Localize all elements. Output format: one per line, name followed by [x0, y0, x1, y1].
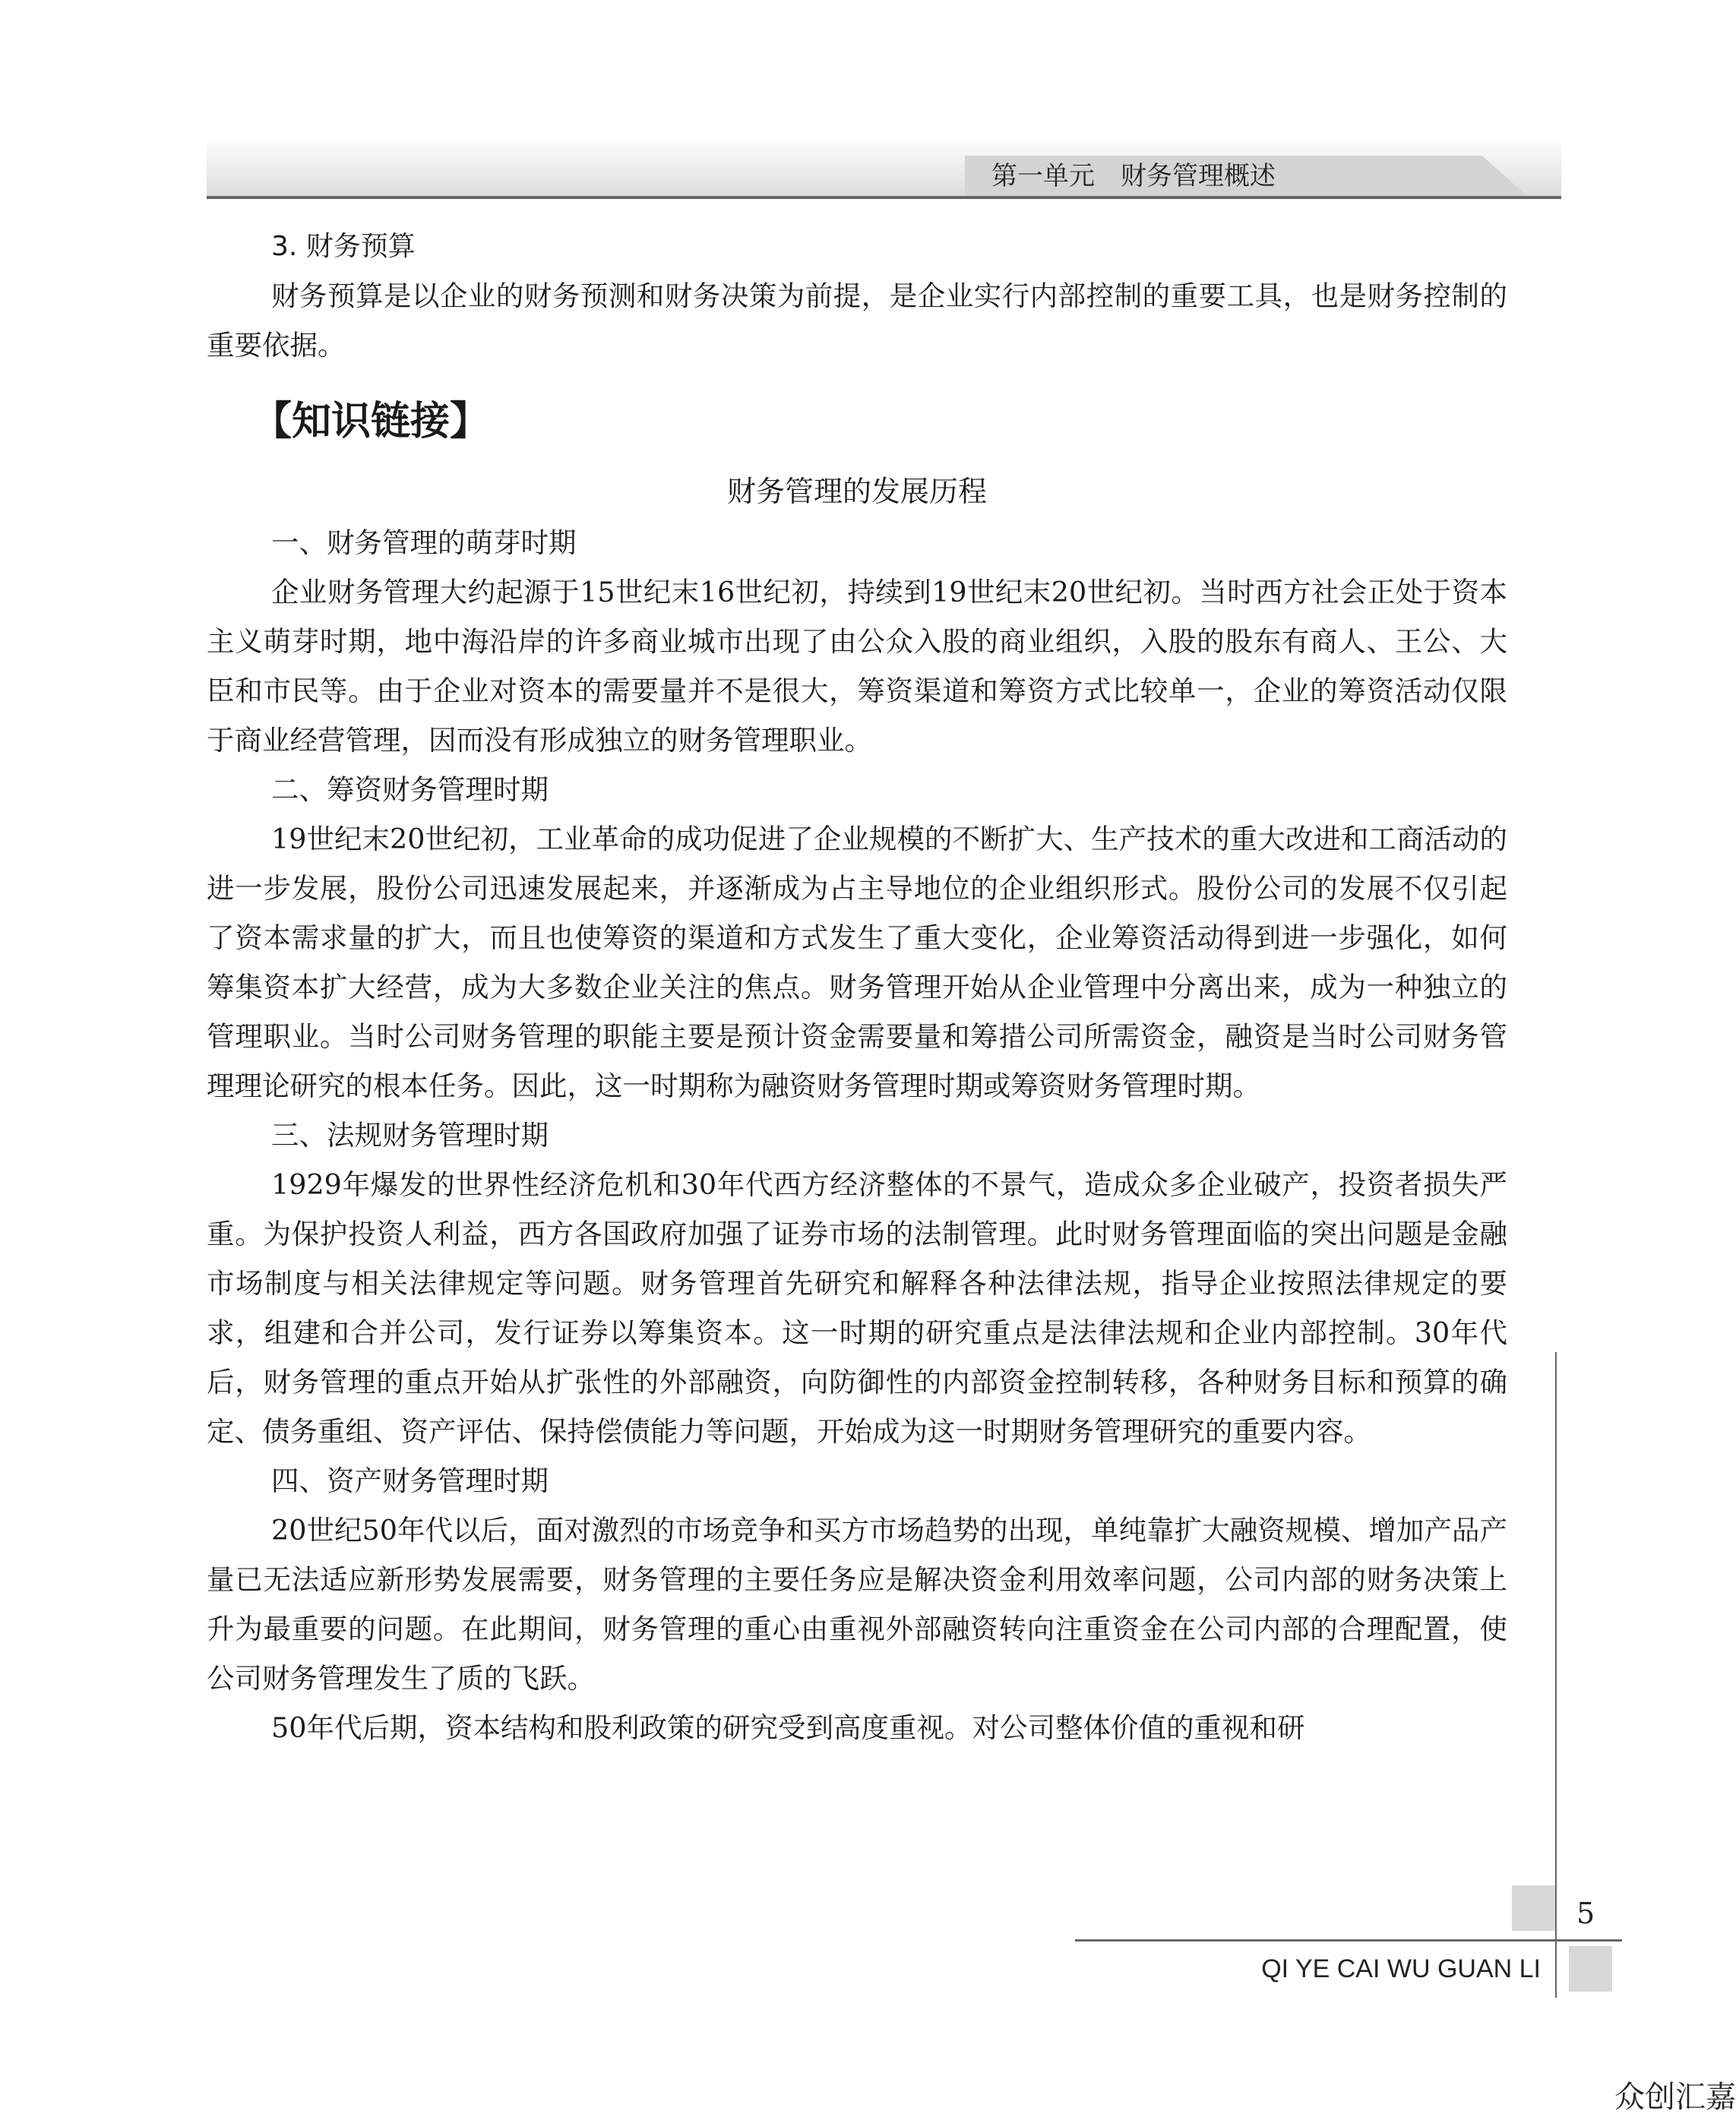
header-rule	[207, 196, 1561, 199]
subheading-sprout-period: 一、财务管理的萌芽时期	[271, 526, 577, 559]
article-title: 财务管理的发展历程	[726, 475, 987, 508]
paragraph-financing-period: 19世纪末20世纪初，工业革命的成功促进了企业规模的不断扩大、生产技术的重大改进和工商活动的进一步发展，股份公司迅速发展起来，并逐渐成为占主导地位的企业组织形式。股份公司的发展不仅引起了资本需求量的扩大，而且也使筹资的渠道和方式发生了重大变化，企业筹资活动得到进一步强化，如何筹集资本扩大经营，成为大多数企业关注的焦点。财务管理开始从企业管理中分离出来，成为一种独立的管理职业。当时公司财务管理的职能主要是预计资金需要量和筹措公司所需资金，融资是当时公司财务管理理论研究的根本任务。因此，这一时期称为融资财务管理时期或筹资财务管理时期。	[207, 823, 1507, 1102]
paragraph-capital-structure: 50年代后期，资本结构和股利政策的研究受到高度重视。对公司整体价值的重视和研	[271, 1711, 1305, 1744]
paragraph-regulation-period: 1929年爆发的世界性经济危机和30年代西方经济整体的不景气，造成众多企业破产，投资者损失严重。为保护投资人利益，西方各国政府加强了证券市场的法制管理。此时财务管理面临的突出问题是金融市场制度与相关法律规定等问题。财务管理首先研究和解释各种法律法规，指导企业按照法律规定的要求，组建和合并公司，发行证券以筹集资本。这一时期的研究重点是法律法规和企业内部控制。30年代后，财务管理的重点开始从扩张性的外部融资，向防御性的内部资金控制转移，各种财务目标和预算的确定、债务重组、资产评估、保持偿债能力等问题，开始成为这一时期财务管理研究的重要内容。	[207, 1168, 1507, 1448]
footer-decor-box	[1512, 1885, 1555, 1931]
section-heading-budget: 3. 财务预算	[271, 231, 416, 262]
footer-decor-box	[1569, 1946, 1612, 1992]
watermark-logo: 众创汇嘉	[1614, 2080, 1736, 2115]
page-number: 5	[1576, 1897, 1595, 1930]
article-body	[207, 518, 1507, 1752]
knowledge-link-label: 【知识链接】	[252, 399, 490, 444]
budget-paragraph: 财务预算是以企业的财务预测和财务决策为前提，是企业实行内部控制的重要工具，也是财务控制的重要依据。	[207, 280, 1507, 362]
footer-horizontal-rule	[1075, 1939, 1622, 1942]
chapter-header-title: 第一单元 财务管理概述	[991, 161, 1276, 191]
subheading-regulation-period: 三、法规财务管理时期	[271, 1119, 549, 1152]
budget-text-block	[207, 271, 1507, 370]
footer-book-title: QI YE CAI WU GUAN LI	[1261, 1954, 1541, 1983]
paragraph-sprout-period: 企业财务管理大约起源于15世纪末16世纪初，持续到19世纪末20世纪初。当时西方社会正处于资本主义萌芽时期，地中海沿岸的许多商业城市出现了由公众入股的商业组织，入股的股东有商人、王公、大臣和市民等。由于企业对资本的需要量并不是很大，筹资渠道和筹资方式比较单一，企业的筹资活动仅限于商业经营管理，因而没有形成独立的财务管理职业。	[207, 576, 1507, 757]
paragraph-asset-period: 20世纪50年代以后，面对激烈的市场竞争和买方市场趋势的出现，单纯靠扩大融资规模、增加产品产量已无法适应新形势发展需要，财务管理的主要任务应是解决资金利用效率问题，公司内部的财务决策上升为最重要的问题。在此期间，财务管理的重心由重视外部融资转向注重资金在公司内部的合理配置，使公司财务管理发生了质的飞跃。	[207, 1514, 1507, 1695]
subheading-financing-period: 二、筹资财务管理时期	[271, 773, 549, 806]
footer-vertical-rule	[1555, 1352, 1557, 1998]
subheading-asset-period: 四、资产财务管理时期	[271, 1465, 549, 1497]
